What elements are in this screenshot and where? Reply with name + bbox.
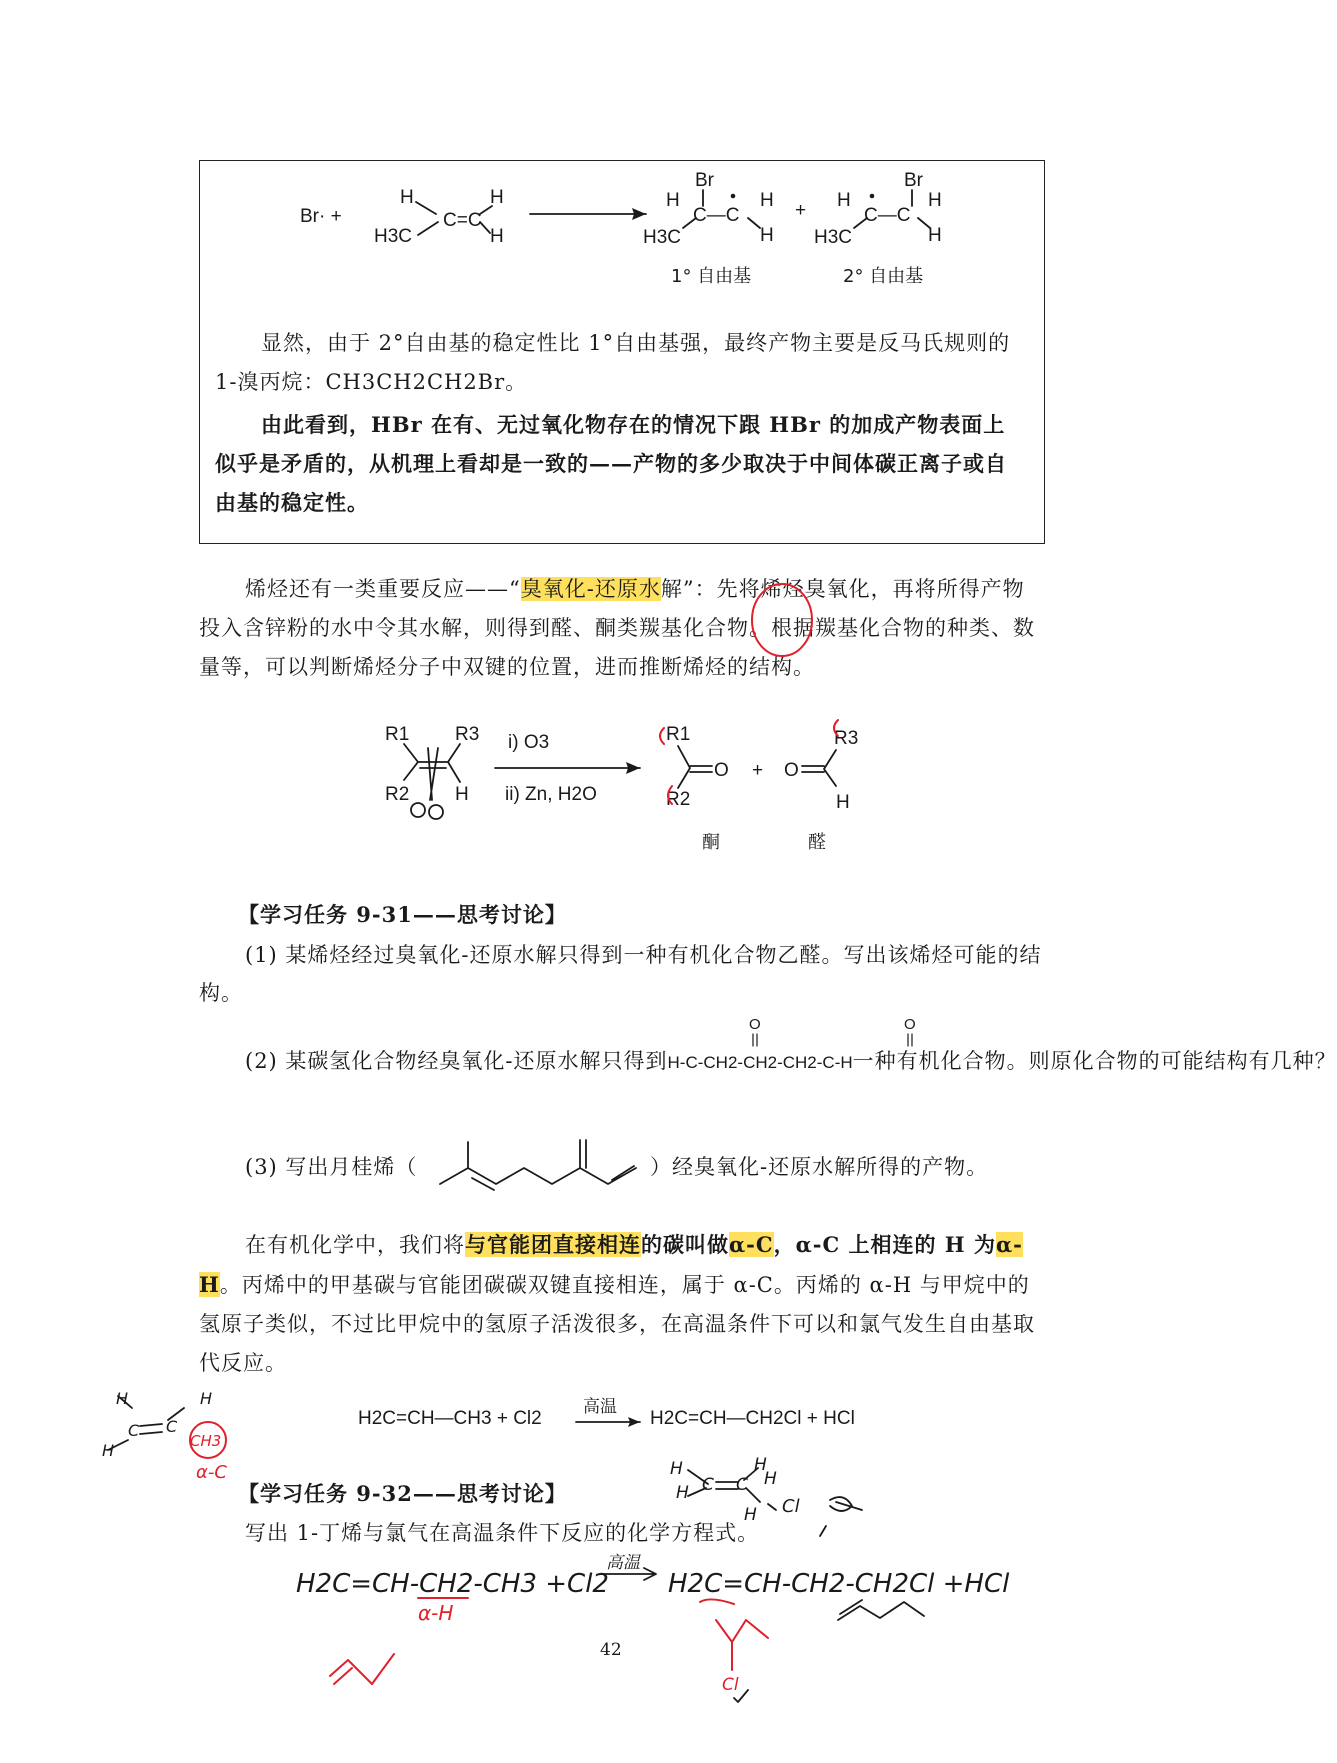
reagent-label: Br· + bbox=[300, 206, 342, 227]
svg-text:C: C bbox=[128, 1421, 140, 1440]
alkene-r3: R3 bbox=[455, 724, 480, 745]
plus-sign: + bbox=[795, 200, 807, 221]
p1-cc: C—C bbox=[693, 205, 740, 226]
ozonolysis-highlight: 臭氧化-还原水 bbox=[520, 577, 661, 601]
alpha-t3: 的碳叫做 bbox=[641, 1232, 729, 1257]
svg-text:C: C bbox=[736, 1475, 748, 1495]
ozonolysis-text-after: 解”：先将烯烃臭氧化，再将所得产物投入含锌粉的水中令其水解，则得到醛、酮类羰基化合物。根据羰基化合物的种类、数量等，可以判断烯烃分子中双键的位置，进而推断烯烃的结构。 bbox=[199, 577, 1035, 679]
svg-text:H: H bbox=[754, 1455, 767, 1475]
alkene-h: H bbox=[455, 784, 469, 805]
label-primary-radical: 1° 自由基 bbox=[671, 266, 752, 287]
p2-cc: C—C bbox=[864, 205, 911, 226]
hand-cl-sketch: Cl bbox=[782, 1496, 800, 1517]
equation-left: H2C=CH—CH3 + Cl2 bbox=[358, 1408, 542, 1429]
page-number: 42 bbox=[600, 1640, 622, 1660]
svg-text:H: H bbox=[676, 1483, 689, 1503]
alpha-t6: α-H bbox=[199, 1232, 1023, 1297]
svg-text:C: C bbox=[702, 1475, 714, 1495]
svg-text:H: H bbox=[102, 1441, 115, 1460]
task32-title: 【学习任务 9-32——思考讨论】 bbox=[238, 1481, 567, 1506]
aldehyde-h: H bbox=[836, 792, 850, 813]
p1-br: Br bbox=[695, 170, 714, 191]
label-secondary-radical: 2° 自由基 bbox=[843, 266, 924, 287]
propene-h-right: H bbox=[490, 187, 504, 208]
ketone-r2: R2 bbox=[666, 789, 691, 810]
ketone-r1: R1 bbox=[666, 724, 691, 745]
box-paragraph-2: 由此看到，HBr 在有、无过氧化物存在的情况下跟 HBr 的加成产物表面上似乎是矛盾的，从机理上看却是一致的——产物的多少取决于中间体碳正离子或自由基的稳定性。 bbox=[215, 412, 1007, 515]
task31-q3-before: (3) 写出月桂烯（ bbox=[245, 1155, 418, 1179]
task32-question: 写出 1-丁烯与氯气在高温条件下反应的化学方程式。 bbox=[245, 1521, 760, 1545]
hand-underline-ch bbox=[700, 1599, 734, 1604]
p1-bottom-h: H bbox=[760, 225, 774, 246]
scheme-plus: + bbox=[752, 760, 764, 781]
propene-h-bottom: H bbox=[490, 226, 504, 247]
aldehyde-r3: R3 bbox=[834, 728, 859, 749]
hand-butene-red bbox=[330, 1654, 394, 1684]
p2-ch3: H3C bbox=[814, 227, 853, 248]
alkene-r2: R2 bbox=[385, 784, 410, 805]
task31-q2-after: 一种有机化合物。则原化合物的可能结构有几种？ bbox=[852, 1049, 1337, 1073]
step-ozone: i) O3 bbox=[508, 732, 550, 753]
hand-condition: 高温 bbox=[606, 1553, 640, 1573]
task31-formula-o1: O bbox=[749, 1016, 761, 1033]
hand-product-skeletal bbox=[838, 1600, 924, 1620]
hand-alpha-h: α-H bbox=[418, 1601, 454, 1625]
label-aldehyde: 醛 bbox=[808, 832, 826, 853]
svg-text:H: H bbox=[670, 1459, 683, 1479]
task31-q2-before: (2) 某碳氢化合物经臭氧化-还原水解只得到 bbox=[245, 1049, 668, 1073]
hand-ch3: CH3 bbox=[190, 1432, 222, 1450]
task31-formula-o2: O bbox=[904, 1016, 916, 1033]
svg-text:H: H bbox=[764, 1469, 777, 1489]
alkene-r1: R1 bbox=[385, 724, 410, 745]
task31-q3-after: ）经臭氧化-还原水解所得的产物。 bbox=[650, 1155, 989, 1179]
svg-text:H: H bbox=[200, 1389, 213, 1408]
propene-cc: C=C bbox=[443, 210, 482, 231]
equation-condition: 高温 bbox=[583, 1397, 617, 1417]
svg-text:H: H bbox=[744, 1505, 757, 1525]
task31-q1: (1) 某烯烃经过臭氧化-还原水解只得到一种有机化合物乙醛。写出该烯烃可能的结构。 bbox=[199, 943, 1042, 1005]
hand-alpha-c: α-C bbox=[196, 1462, 227, 1483]
hand-cl-red: Cl bbox=[722, 1675, 739, 1695]
p2-br: Br bbox=[904, 170, 923, 191]
alpha-t4: α-C bbox=[729, 1232, 774, 1257]
alpha-t7: 。丙烯中的甲基碳与官能团碳碳双键直接相连，属于 α-C。丙烯的 α-H 与甲烷中的氢原子类似，不过比甲烷中的氢原子活泼很多，在高温条件下可以和氯气发生自由基取代反应。 bbox=[199, 1273, 1035, 1375]
propene-ch3: H3C bbox=[374, 226, 413, 247]
ozonolysis-text-before: 烯烃还有一类重要反应——“ bbox=[245, 577, 521, 601]
task31-q2-formula: H-C-CH2-CH2-CH2-C-H bbox=[667, 1053, 853, 1072]
box-paragraph-1: 显然，由于 2°自由基的稳定性比 1°自由基强，最终产物主要是反马氏规则的 1-溴丙烷：CH3CH2CH2Br。 bbox=[215, 331, 1011, 394]
alpha-t5: ，α-C 上相连的 H 为 bbox=[773, 1232, 996, 1257]
hand-equation-right: H2C=CH-CH2-CH2Cl +HCl bbox=[668, 1569, 1010, 1599]
p1-top-h: H bbox=[666, 190, 680, 211]
p1-right-h: H bbox=[760, 190, 774, 211]
p1-ch3: H3C bbox=[643, 227, 682, 248]
alpha-t2: 与官能团直接相连 bbox=[465, 1232, 641, 1257]
aldehyde-o: O bbox=[784, 760, 799, 781]
propene-h-left: H bbox=[400, 187, 414, 208]
ketone-o: O bbox=[714, 760, 729, 781]
p2-bottom-h: H bbox=[928, 225, 942, 246]
hand-scribble bbox=[830, 1497, 862, 1511]
task31-title: 【学习任务 9-31——思考讨论】 bbox=[238, 902, 567, 927]
hand-equation-left: H2C=CH-CH2-CH3 +Cl2 bbox=[296, 1569, 609, 1599]
label-ketone: 酮 bbox=[702, 832, 720, 853]
step-zinc: ii) Zn, H2O bbox=[505, 784, 597, 805]
p2-top-h: H bbox=[837, 190, 851, 211]
alpha-t1: 在有机化学中，我们将 bbox=[245, 1233, 465, 1257]
hand-product-red bbox=[716, 1620, 768, 1670]
svg-text:C: C bbox=[166, 1417, 178, 1436]
svg-text:H: H bbox=[116, 1389, 129, 1408]
p2-right-h: H bbox=[928, 190, 942, 211]
equation-right: H2C=CH—CH2Cl + HCl bbox=[650, 1408, 855, 1429]
